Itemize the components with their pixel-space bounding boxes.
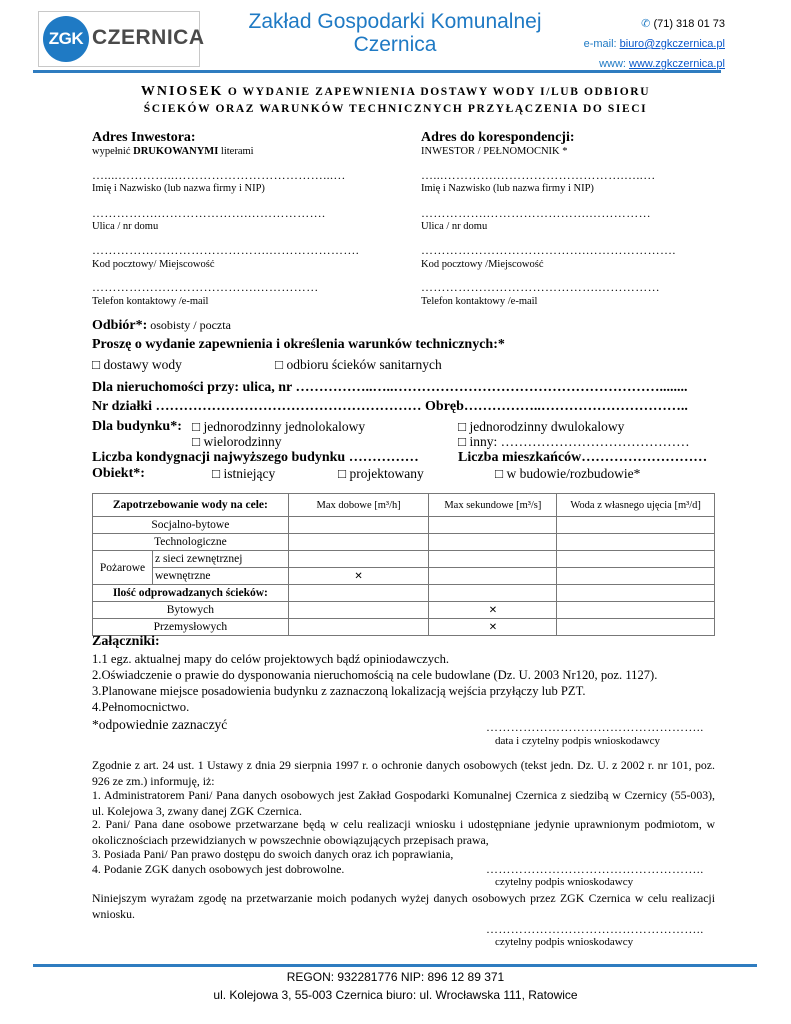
building-single-family[interactable]: □ jednorodzinny jednolokalowy: [192, 419, 366, 434]
email-label: e-mail:: [583, 38, 617, 50]
header-rule: [33, 70, 721, 73]
privacy-point-3: 3. Posiada Pani/ Pan prawo dostępu do swoich danych oraz ich poprawiania,: [92, 847, 454, 861]
investor-street-label: Ulica / nr domu: [92, 221, 159, 232]
cross-mark: ✕: [288, 568, 429, 585]
object-label: Obiekt*:: [92, 466, 145, 481]
col-demand: Zapotrzebowanie wody na cele:: [93, 494, 289, 517]
row-technological: Technologiczne: [93, 534, 289, 551]
table-row: [93, 619, 715, 636]
corr-phone-label: Telefon kontaktowy /e-mail: [421, 296, 538, 307]
attachment-item: 1.1 egz. aktualnej mapy do celów projektowych bądź opiniodawczych.: [92, 652, 450, 666]
attachment-item: 2.Oświadczenie o prawie do dysponowania nieruchomością na cele budowlane (Dz. U. 2003 Nr120, poz. 1127).: [92, 668, 658, 682]
investor-phone-label: Telefon kontaktowy /e-mail: [92, 296, 209, 307]
cell-domestic-daily[interactable]: [288, 602, 429, 619]
form-title-rest: O WYDANIE ZAPEWNIENIA DOSTAWY WODY I/LUB ODBIORU: [223, 86, 651, 98]
privacy-point-2: 2. Pani/ Pana dane osobowe przetwarzane będą w celu realizacji wniosku i udostępniane jedynie uprawnionym podmiotom, w okolicznościach przewidzianych w powszechnie obowiązujących przepisach prawa,: [92, 817, 715, 847]
col-max-second: Max sekundowe [m³/s]: [429, 494, 557, 517]
form-title-line2: ŚCIEKÓW ORAZ WARUNKÓW TECHNICZNYCH PRZYŁĄCZENIA DO SIECI: [143, 103, 648, 115]
form-title-main: WNIOSEK: [140, 84, 224, 99]
email-line: [584, 34, 725, 54]
company-name-line1: Zakład Gospodarki Komunalnej: [248, 10, 542, 33]
cell-industrial-own[interactable]: [557, 619, 715, 636]
cell-tech-second[interactable]: [429, 534, 557, 551]
corr-street-label: Ulica / nr domu: [421, 221, 488, 232]
option-water-supply[interactable]: □ dostawy wody: [92, 357, 182, 372]
www-link[interactable]: www.zgkczernica.pl: [629, 58, 725, 70]
cell-fire-int-second[interactable]: [429, 568, 557, 585]
cell-sewage-daily: [288, 585, 429, 602]
cell-fire-int-own[interactable]: [557, 568, 715, 585]
signature-label-3: czytelny podpis wnioskodawcy: [495, 936, 634, 948]
investor-phone-field[interactable]: ………………………………….……………: [92, 280, 319, 294]
plot-number-line[interactable]: Nr działki ………………………………………………… Obręb……………..…………………………..: [92, 399, 688, 414]
date-signature-label: data i czytelny podpis wnioskodawcy: [495, 735, 660, 747]
www-label: www:: [599, 58, 626, 70]
signature-line-1[interactable]: ……………………………………………..: [486, 720, 704, 734]
cell-social-daily[interactable]: [288, 517, 429, 534]
object-designed[interactable]: □ projektowany: [338, 466, 424, 481]
investor-name-label: Imię i Nazwisko (lub nazwa firmy i NIP): [92, 183, 265, 194]
cell-tech-daily[interactable]: [288, 534, 429, 551]
building-multi-family[interactable]: □ wielorodzinny: [192, 434, 282, 449]
attachments-list: [92, 651, 657, 715]
investor-name-field[interactable]: …....…………..………………………………...…: [92, 168, 346, 182]
investor-heading: Adres Inwestora:: [92, 130, 196, 145]
cross-mark: ✕: [429, 619, 557, 636]
privacy-intro: Zgodnie z art. 24 ust. 1 Ustawy z dnia 29 sierpnia 1997 r. o ochronie danych osobowych (tekst jedn. Dz. U. z 2002 r. nr 101, poz. 926 ze zm.) informuję, iż:: [92, 758, 715, 788]
cell-social-own[interactable]: [557, 517, 715, 534]
row-fire-internal: wewnętrzne: [152, 568, 288, 585]
pickup-label: Odbiór*:: [92, 318, 148, 333]
logo-mark: ZGK: [43, 16, 89, 62]
cell-fire-ext-daily[interactable]: [288, 551, 429, 568]
sewage-heading: Ilość odprowadzanych ścieków:: [93, 585, 289, 602]
table-row: [93, 534, 715, 551]
building-two-unit[interactable]: □ jednorodzinny dwulokalowy: [458, 419, 625, 434]
floors-count-line[interactable]: Liczba kondygnacji najwyższego budynku ……………: [92, 450, 419, 465]
property-address-line[interactable]: Dla nieruchomości przy: ulica, nr ……………..…..…………………………………………………........: [92, 380, 688, 395]
footer-registration: REGON: 932281776 NIP: 896 12 89 371: [286, 970, 505, 984]
footnote: *odpowiednie zaznaczyć: [92, 717, 228, 732]
company-logo: [38, 11, 205, 67]
attachment-item: 3.Planowane miejsce posadowienia budynku z zaznaczoną lokalizacją wejścia przyłączy lub PZT.: [92, 684, 586, 698]
investor-note: [92, 146, 254, 157]
company-name-line2: Czernica: [353, 33, 437, 56]
cross-mark: ✕: [429, 602, 557, 619]
col-max-daily: Max dobowe [m³/h]: [288, 494, 429, 517]
table-row: [93, 568, 715, 585]
pickup-options[interactable]: osobisty / poczta: [147, 318, 231, 332]
logo-wordmark: CZERNICA: [92, 26, 205, 49]
water-demand-table: [92, 493, 715, 636]
building-other[interactable]: □ inny: ……………………………………: [458, 434, 690, 449]
row-fire-external: z sieci zewnętrznej: [152, 551, 288, 568]
signature-line-3[interactable]: ……………………………………………..: [486, 922, 704, 936]
form-title: [40, 84, 751, 100]
cell-sewage-own: [557, 585, 715, 602]
corr-name-field[interactable]: …...………….………………………….…..…: [421, 168, 656, 182]
cell-sewage-second: [429, 585, 557, 602]
cell-tech-own[interactable]: [557, 534, 715, 551]
footer-address: ul. Kolejowa 3, 55-003 Czernica biuro: ul. Wrocławska 111, Ratowice: [213, 988, 578, 1002]
note-suffix: literami: [218, 146, 254, 157]
footer-rule: [33, 964, 757, 967]
object-existing[interactable]: □ istniejący: [212, 466, 276, 481]
row-fire: Pożarowe: [93, 551, 153, 585]
correspondence-note: INWESTOR / PEŁNOMOCNIK *: [421, 146, 568, 157]
note-bold: DRUKOWANYMI: [133, 146, 219, 157]
table-row: [93, 517, 715, 534]
email-link[interactable]: biuro@zgkczernica.pl: [619, 38, 725, 50]
table-row: [93, 551, 715, 568]
cell-fire-ext-second[interactable]: [429, 551, 557, 568]
corr-city-label: Kod pocztowy /Miejscowość: [421, 259, 544, 270]
col-own-intake: Woda z własnego ujęcia [m³/d]: [557, 494, 715, 517]
residents-count-line[interactable]: Liczba mieszkańców………………………: [458, 450, 708, 465]
company-name: [200, 10, 590, 56]
investor-city-label: Kod pocztowy/ Miejscowość: [92, 259, 215, 270]
cell-social-second[interactable]: [429, 517, 557, 534]
table-header-row: [93, 494, 715, 517]
option-sewage[interactable]: □ odbioru ścieków sanitarnych: [275, 357, 442, 372]
request-heading: Proszę o wydanie zapewnienia i określenia warunków technicznych:*: [92, 337, 505, 352]
consent-text: Niniejszym wyrażam zgodę na przetwarzanie moich podanych wyżej danych osobowych przez ZGK Czernica w celu realizacji wniosku.: [92, 891, 715, 921]
table-row: [93, 585, 715, 602]
table-row: [93, 602, 715, 619]
correspondence-heading: Adres do korespondencji:: [421, 130, 575, 145]
row-social: Socjalno-bytowe: [93, 517, 289, 534]
note-prefix: wypełnić: [92, 146, 134, 157]
attachment-item: 4.Pełnomocnictwo.: [92, 700, 190, 714]
row-domestic: Bytowych: [93, 602, 289, 619]
row-industrial: Przemysłowych: [93, 619, 289, 636]
cell-industrial-daily[interactable]: [288, 619, 429, 636]
cell-fire-ext-own[interactable]: [557, 551, 715, 568]
corr-phone-field[interactable]: …………………………………….……………: [421, 280, 660, 294]
phone-number: (71) 318 01 73: [653, 18, 725, 30]
corr-name-label: Imię i Nazwisko (lub nazwa firmy i NIP): [421, 183, 594, 194]
investor-street-field[interactable]: …………….………………….……………….: [92, 206, 326, 220]
object-under-construction[interactable]: □ w budowie/rozbudowie*: [495, 466, 641, 481]
cell-domestic-own[interactable]: [557, 602, 715, 619]
contact-block: [584, 14, 725, 74]
attachments-heading: Załączniki:: [92, 634, 160, 649]
investor-city-field[interactable]: …………………………………….………………….: [92, 243, 360, 257]
signature-label-2: czytelny podpis wnioskodawcy: [495, 876, 634, 888]
signature-line-2[interactable]: ……………………………………………..: [486, 862, 704, 876]
building-label: Dla budynku*:: [92, 419, 182, 434]
corr-street-field[interactable]: …………….…………………….……………: [421, 206, 651, 220]
phone-icon: ✆: [641, 18, 651, 30]
privacy-point-4: 4. Podanie ZGK danych osobowych jest dobrowolne.: [92, 862, 345, 876]
privacy-point-1: 1. Administratorem Pani/ Pana danych osobowych jest Zakład Gospodarki Komunalnej Czernica z siedzibą w Czernicy (55-003), ul. Kolejowa 3, zwany danej ZGK Czernica.: [92, 788, 715, 818]
pickup-row: [92, 316, 231, 334]
corr-city-field[interactable]: ………………………………….………………….: [421, 243, 676, 257]
phone-line: [584, 14, 725, 34]
